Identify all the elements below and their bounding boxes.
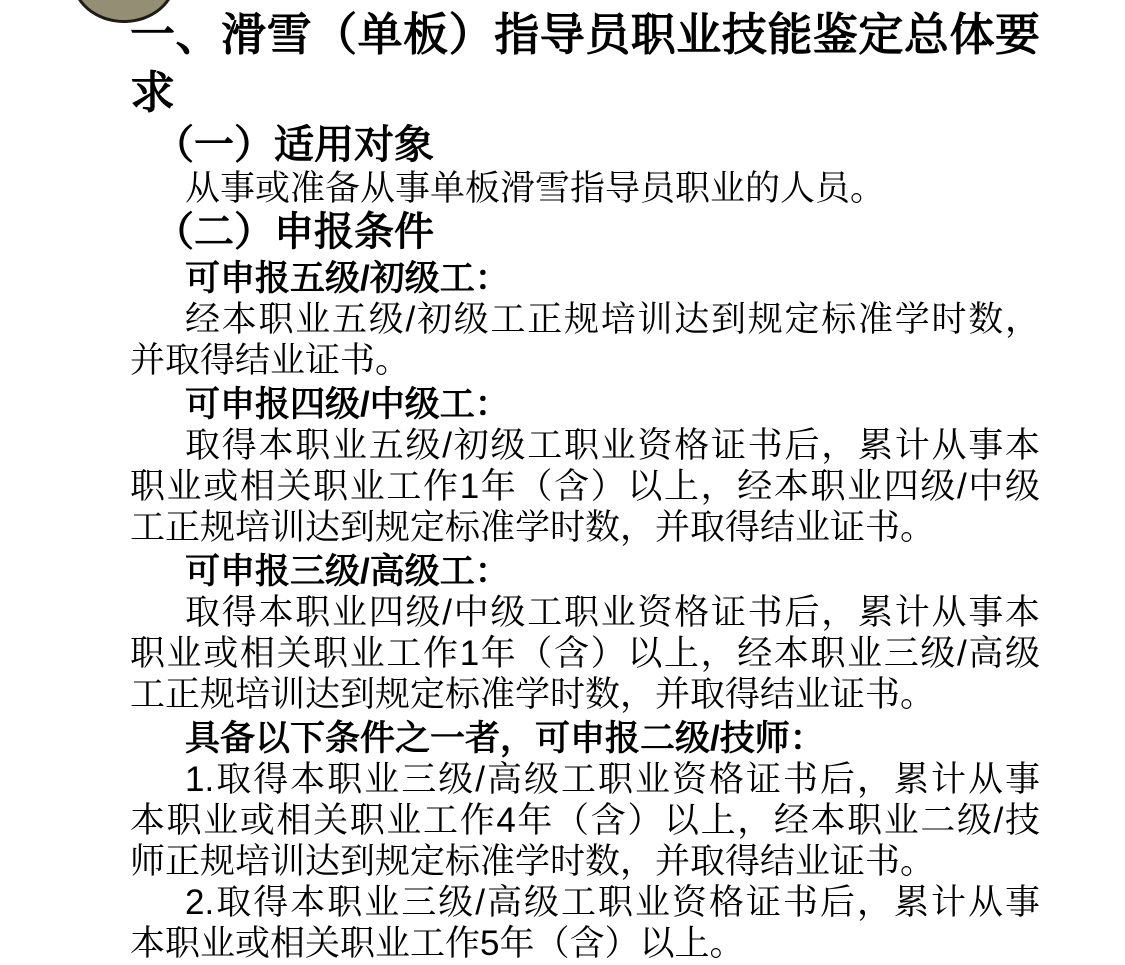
- body-line: 职业或相关职业工作1年（含）以上，经本职业四级/中级: [130, 467, 1040, 506]
- title-line: 求: [130, 67, 176, 118]
- body-line: 工正规培训达到规定标准学时数，并取得结业证书。: [130, 508, 936, 547]
- subhead-line: 具备以下条件之一者，可申报二级/技师：: [185, 719, 825, 758]
- body-line: 并取得结业证书。: [130, 341, 411, 380]
- body-line: 师正规培训达到规定标准学时数，并取得结业证书。: [130, 842, 936, 881]
- text-column: [130, 6, 1040, 964]
- body-line: 取得本职业五级/初级工职业资格证书后，累计从事本: [185, 426, 1040, 465]
- body-line: 工正规培训达到规定标准学时数，并取得结业证书。: [130, 675, 936, 714]
- body-line: 经本职业五级/初级工正规培训达到规定标准学时数，: [185, 300, 1040, 339]
- body-line: 本职业或相关职业工作5年（含）以上。: [130, 924, 745, 963]
- body-line: 取得本职业四级/中级工职业资格证书后，累计从事本: [185, 593, 1040, 632]
- subhead-line: 可申报五级/初级工：: [185, 259, 510, 298]
- section-heading: （一）适用对象: [154, 123, 434, 167]
- section-heading: （二）申报条件: [154, 210, 434, 254]
- subhead-line: 可申报四级/中级工：: [185, 385, 510, 424]
- body-line: 本职业或相关职业工作4年（含）以上，经本职业二级/技: [130, 801, 1040, 840]
- body-line: 1.取得本职业三级/高级工职业资格证书后，累计从事: [185, 760, 1040, 799]
- body-line: 从事或准备从事单板滑雪指导员职业的人员。: [185, 169, 886, 208]
- title-line: 一、滑雪（单板）指导员职业技能鉴定总体要: [130, 9, 1040, 60]
- body-line: 2.取得本职业三级/高级工职业资格证书后，累计从事: [185, 883, 1040, 922]
- body-line: 职业或相关职业工作1年（含）以上，经本职业三级/高级: [130, 634, 1040, 673]
- subhead-line: 可申报三级/高级工：: [185, 552, 510, 591]
